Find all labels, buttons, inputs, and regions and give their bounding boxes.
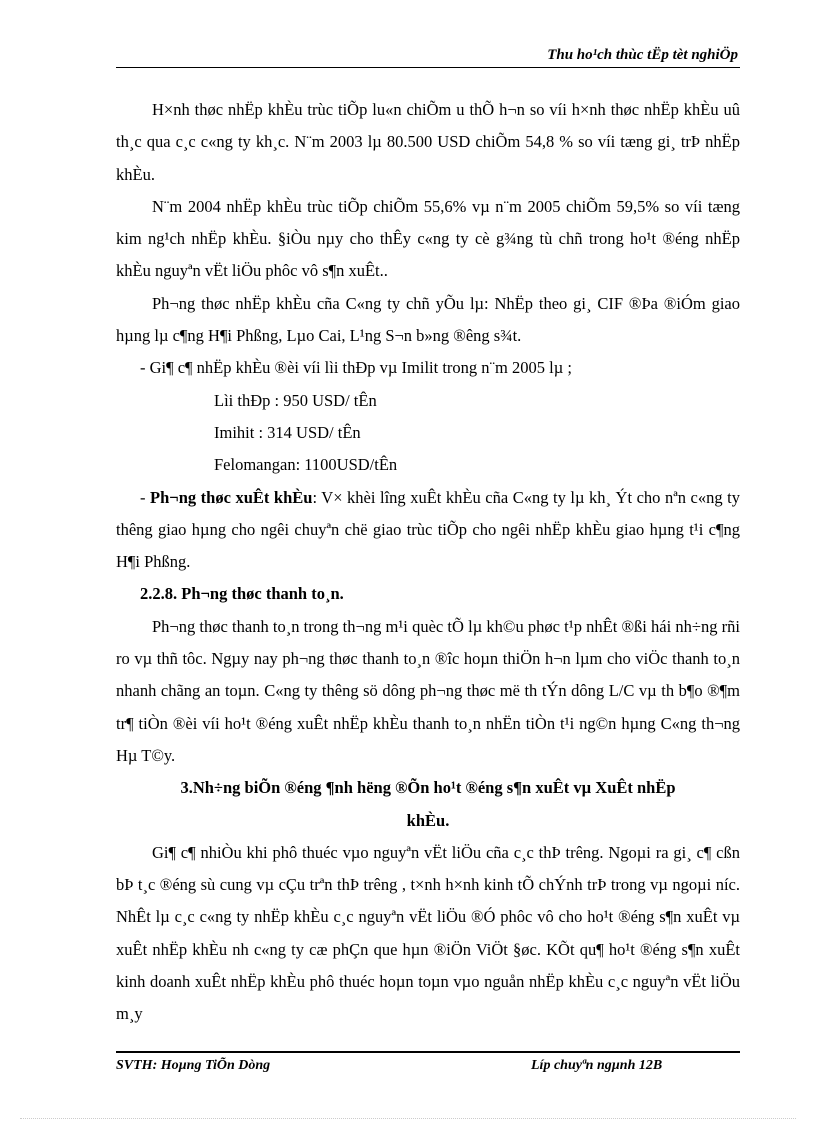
paragraph-price-factors: Gi¶ c¶ nhiÒu khi phô thuéc vµo nguyªn vËt liÖu cña c¸c thÞ trêng. Ngoµi ra gi¸ c¶ cßn bÞ t¸c ®éng sù cung vµ cÇu trªn thÞ trêng , t×nh h×nh kinh tÕ chÝnh trÞ trong vµ ngoµi níc. NhÊt lµ c¸c c«ng ty nhËp khÈu c¸c nguyªn vËt liÖu ®Ó phôc vô cho ho¹t ®éng s¶n xuÊt vµ xuÊt nhËp khÈu nh c«ng ty cæ phÇn que hµn ®iÖn ViÖt §øc. KÕt qu¶ ho¹t ®éng s¶n xuÊt kinh doanh xuÊt nhËp khÈu phô thuéc hoµn toµn vµo nguån nhËp khÈu c¸c nguyªn vËt liÖu m¸y [116,842,740,1024]
price-line-felomangan: Felomangan: 1100USD/tÊn [214,455,398,475]
document-body [116,94,740,1031]
paragraph-import-2004-2005: N¨m 2004 nhËp khÈu trùc tiÕp chiÕm 55,6% vµ n¨m 2005 chiÕm 59,5% so víi tæng kim ng¹ch nhËp khÈu. §iÒu nµy cho thÊy c«ng ty cè g¾ng tù chñ trong ho¹t ®éng nhËp khÈu nguyªn vËt liÖu phôc vô s¶n xuÊt.. [116,196,740,281]
footer-rule [116,1051,740,1053]
export-method-term: Ph¬ng thøc xuÊt khÈu [150,487,313,507]
page-edge-divider [20,1118,796,1119]
section-heading-3-line2: khÈu. [406,810,450,830]
page-header-title: Thu ho¹ch thùc tËp tèt nghiÖp [547,47,738,63]
dash-lead: - [140,487,151,507]
footer-class-name: Líp chuyªn ngµnh 12B [531,1058,663,1073]
paragraph-export-method [116,482,740,579]
price-line-imihit: Imihit : 314 USD/ tÊn [214,422,361,442]
footer-student-name: SVTH: Hoµng TiÕn Dòng [116,1058,271,1073]
paragraph-import-price: - Gi¶ c¶ nhËp khÈu ®èi víi lìi thÐp vµ Imilit trong n¨m 2005 lµ ; [140,358,572,378]
paragraph-import-direct: H×nh thøc nhËp khÈu trùc tiÕp lu«n chiÕm u thÕ h¬n so víi h×nh thøc nhËp khÈu uû th¸c qua c¸c c«ng ty kh¸c. N¨m 2003 lµ 80.500 USD chiÕm 54,8 % so víi tæng gi¸ trÞ nhËp khÈu. [116,100,740,184]
header-rule [116,67,740,68]
price-line-steel: Lìi thÐp : 950 USD/ tÊn [214,390,377,410]
export-method-text: : V× khèi lîng xuÊt khÈu cña C«ng ty lµ kh¸ Ýt cho nªn c«ng ty thêng giao hµng cho ngêi chuyªn chë giao trùc tiÕp cho ngêi nhËp khÈu giao hµng t¹i c¶ng H¶i Phßng. [116,487,741,572]
section-heading-3-line1: 3.Nh÷ng biÕn ®éng ¶nh hëng ®Õn ho¹t ®éng s¶n xuÊt vµ XuÊt nhËp [180,778,676,798]
section-heading-2-2-8: 2.2.8. Ph¬ng thøc thanh to¸n. [140,584,344,604]
paragraph-import-method: Ph¬ng thøc nhËp khÈu cña C«ng ty chñ yÕu lµ: NhËp theo gi¸ CIF ®Þa ®iÓm giao hµng lµ c¶ng H¶i Phßng, Lµo Cai, L¹ng S¬n b»ng ®êng s¾t. [116,293,740,346]
paragraph-payment-method: Ph¬ng thøc thanh to¸n trong th¬ng m¹i quèc tÕ lµ kh©u phøc t¹p nhÊt ®ßi hái nh÷ng rñi ro vµ thñ tôc. Ngµy nay ph¬ng thøc thanh to¸n ®îc hoµn thiÖn h¬n lµm cho viÖc thanh to¸n nhanh chãng an toµn. C«ng ty thêng sö dông ph¬ng thøc më th tÝn dông L/C vµ th b¶o ®¶m tr¶ tiÒn ®èi víi ho¹t ®éng xuÊt nhËp khÈu thanh to¸n nhËn tiÒn t¹i ng©n hµng C«ng th¬ng Hµ T©y. [116,616,740,765]
